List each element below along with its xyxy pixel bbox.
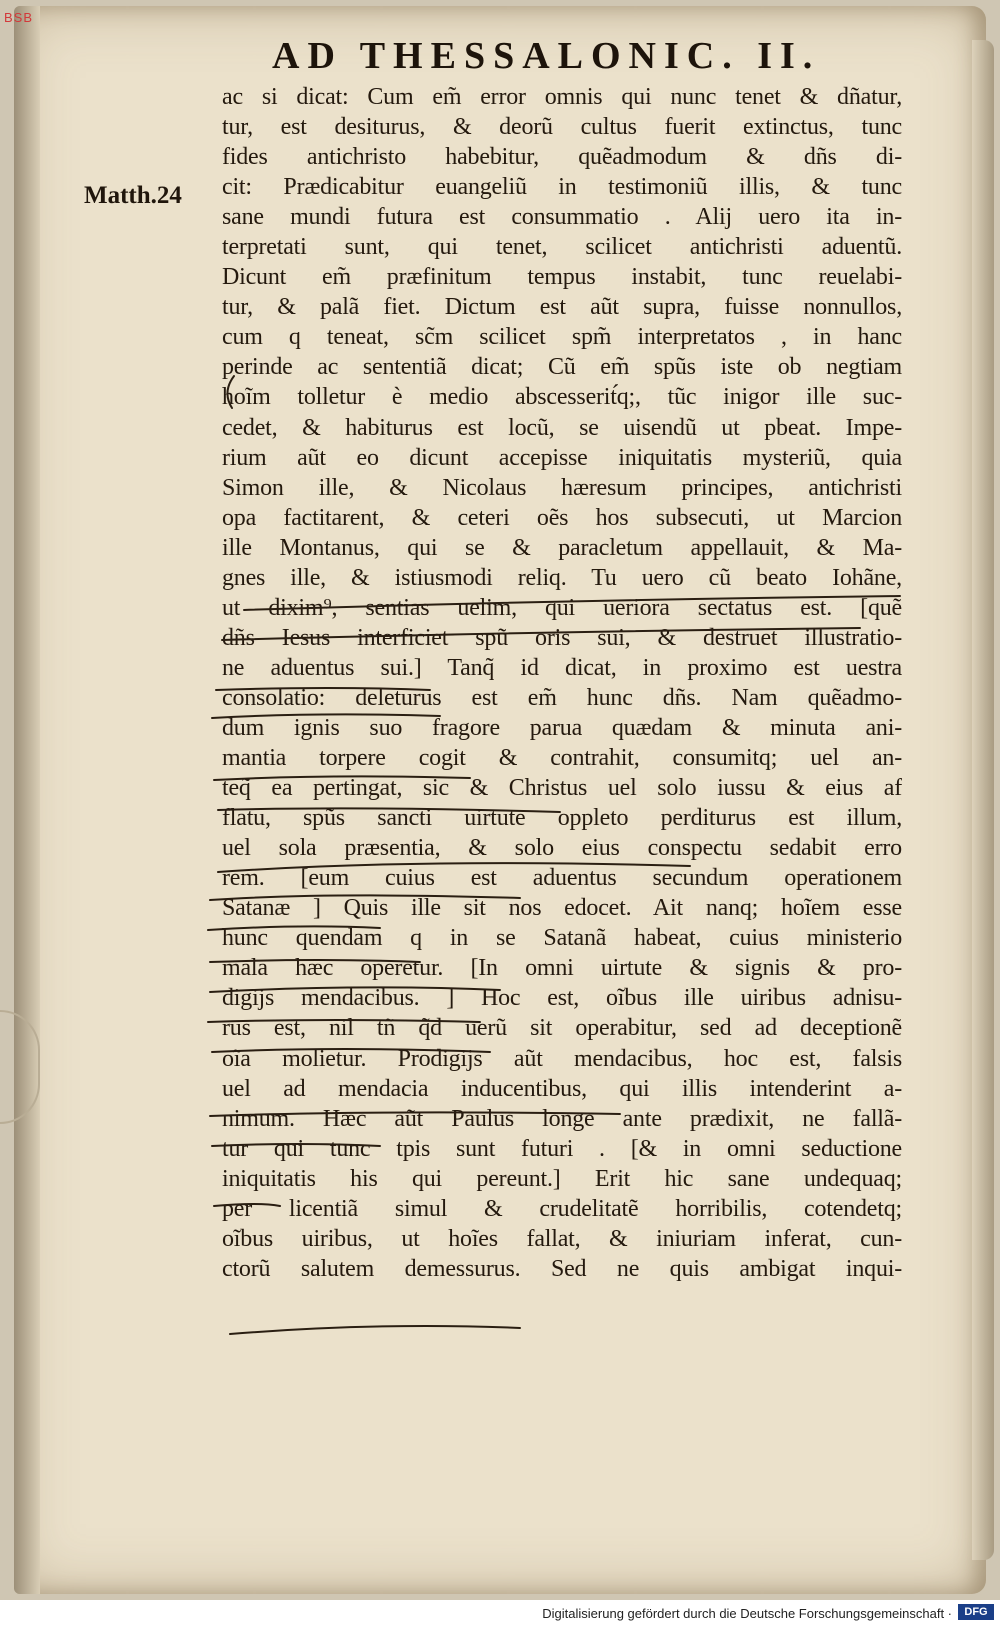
- body-text: [222, 82, 902, 1284]
- digitization-credit: Digitalisierung gefördert durch die Deutsche Forschungsgemeinschaft ·: [542, 1606, 952, 1621]
- text-line: Simon ille, & Nicolaus hæresum principes, antichristi: [222, 474, 902, 501]
- text-line: ac si dicat: Cum em̃ error omnis qui nunc tenet & dñatur,: [222, 84, 902, 110]
- text-line: ne aduentus sui.] Tanq̃ id dicat, in proximo est uestra: [222, 654, 902, 681]
- text-line: nimum. Hæc aũt Paulus longe ante prædixit, ne fallã-: [222, 1105, 902, 1132]
- text-line: hunc quendam q in se Satanã habeat, cuius ministerio: [222, 925, 902, 952]
- dfg-logo: DFG: [958, 1604, 994, 1620]
- running-head: AD THESSALONIC. II.: [272, 35, 821, 77]
- text-line: rus est, nil tñ q̃d uerũ sit operabitur, sed ad deceptionẽ: [222, 1015, 902, 1042]
- text-line: tur, est desiturus, & deorũ cultus fuerit extinctus, tunc: [222, 114, 902, 141]
- text-line: oĩbus uiribus, ut hoĩes fallat, & iniuriam inferat, cun-: [222, 1225, 902, 1252]
- text-line: Dicunt em̃ præfinitum tempus instabit, tunc reuelabi-: [222, 264, 902, 291]
- text-line: sane mundi futura est consummatio . Alij uero ita in-: [222, 204, 902, 231]
- text-line: gnes ille, & istiusmodi reliq. Tu uero cũ beato Iohãne,: [222, 564, 902, 591]
- margin-note: Matth.24: [84, 182, 182, 209]
- text-line: cit: Prædicabitur euangeliũ in testimoniũ illis, & tunc: [222, 174, 902, 201]
- text-line: ctorũ salutem demessurus. Sed ne quis ambigat inqui-: [222, 1255, 902, 1282]
- text-line: oĩa molietur. Prodigijs aũt mendacibus, hoc est, falsis: [222, 1045, 902, 1072]
- text-line: fides antichristo habebitur, quẽadmodum & dñs di-: [222, 144, 902, 171]
- text-line: hoĩm tolletur è medio abscesserit́q;, tũc inigor ille suc-: [222, 384, 902, 411]
- text-line: opa factitarent, & ceteri oẽs hos subsecuti, ut Marcion: [222, 504, 902, 531]
- text-line: terpretati sunt, qui tenet, scilicet antichristi aduentũ.: [222, 234, 902, 261]
- text-line: iniquitatis his qui pereunt.] Erit hic sane undequaq;: [222, 1165, 902, 1192]
- library-stamp: BSB: [4, 10, 34, 25]
- text-line: tur qui tunc tpis sunt futuri . [& in omni seductione: [222, 1135, 902, 1162]
- text-line: rium aũt eo dicunt accepisse iniquitatis mysteriũ, quia: [222, 444, 902, 471]
- text-line: cum q teneat, sc̃m scilicet spm̃ interpretatos , in hanc: [222, 324, 902, 351]
- text-line: cedet, & habiturus est locũ, se uisendũ ut pbeat. Impe-: [222, 414, 902, 441]
- text-line: mantia torpere cogit & contrahit, consumitq; uel an-: [222, 745, 902, 772]
- text-line: uel ad mendacia inducentibus, qui illis intenderint a-: [222, 1075, 902, 1102]
- text-line: mala hæc operetur. [In omni uirtute & signis & pro-: [222, 955, 902, 982]
- text-line: ille Montanus, qui se & paracletum appellauit, & Ma-: [222, 534, 902, 561]
- text-line: per licentiã simul & crudelitatẽ horribilis, cotendetq;: [222, 1195, 902, 1222]
- text-line: Satanæ ] Quis ille sit nos edocet. Ait nanq; hoĩem esse: [222, 895, 902, 922]
- text-line: dñs Iesus interficiet spũ oris sui, & destruet illustratio-: [222, 624, 902, 651]
- text-line: dum ignis suo fragore parua quædam & minuta ani-: [222, 714, 902, 741]
- text-line: consolatio: deleturus est em̃ hunc dñs. Nam quẽadmo-: [222, 684, 902, 711]
- text-line: digijs mendacibus. ] Hoc est, oĩbus ille uiribus adnisu-: [222, 985, 902, 1012]
- book-gutter: [14, 6, 40, 1594]
- text-line: flatu, spũs sancti uirtute oppleto perditurus est illum,: [222, 805, 902, 832]
- text-line: rem. [eum cuius est aduentus secundum operationem: [222, 865, 902, 892]
- text-line: ut dixim⁹, sentias uelim, qui ueriora sectatus est. [quẽ: [222, 594, 902, 621]
- text-line: teq̃ ea pertingat, sic & Christus uel solo iussu & eius af: [222, 775, 902, 802]
- text-line: tur, & palã fiet. Dictum est aũt supra, fuisse nonnullos,: [222, 294, 902, 321]
- text-line: uel sola præsentia, & solo eius conspectu sedabit erro: [222, 835, 902, 862]
- text-line: perinde ac sententiã dicat; Cũ em̃ spũs iste ob negtiam: [222, 354, 902, 381]
- page-fore-edge: [972, 40, 994, 1560]
